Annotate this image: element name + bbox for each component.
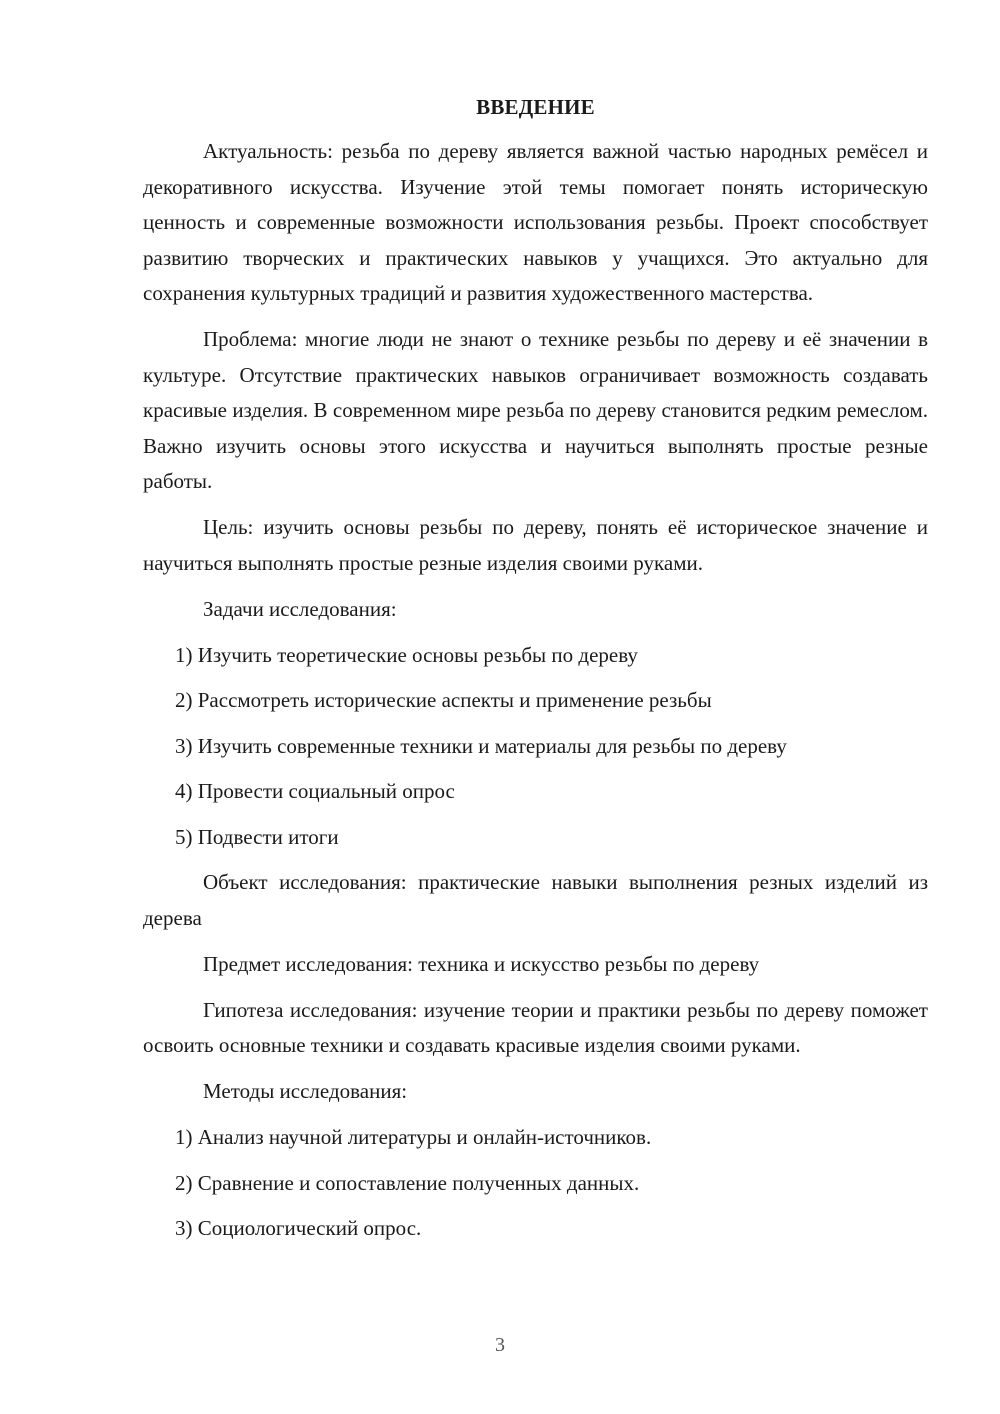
task-item-1: 1) Изучить теоретические основы резьбы по дереву xyxy=(175,642,638,667)
task-item-5: 5) Подвести итоги xyxy=(175,824,339,849)
method-item-1: 1) Анализ научной литературы и онлайн-источников. xyxy=(175,1125,652,1149)
tasks-heading: Задачи исследования: xyxy=(203,596,397,621)
task-item-4: 4) Провести социальный опрос xyxy=(175,779,455,803)
page-number: 3 xyxy=(495,1334,505,1356)
object-paragraph: Объект исследования: практические навыки выполнения резных изделий из дерева xyxy=(143,870,928,930)
method-item-3: 3) Социологический опрос. xyxy=(175,1216,422,1240)
document-page xyxy=(143,95,928,1257)
task-item-3: 3) Изучить современные техники и материалы для резьбы по дереву xyxy=(175,733,787,758)
problem-paragraph: Проблема: многие люди не знают о технике резьбы по дереву и её значении в культуре. Отсутствие практических навыков ограничивает возможность создавать красивые изделия. В современном мире резьба по дереву становится редким ремеслом. Важно изучить основы этого искусства и научиться выполнять простые резные работы. xyxy=(143,327,928,493)
page-title: ВВЕДЕНИЕ xyxy=(476,95,595,119)
goal-paragraph: Цель: изучить основы резьбы по дереву, понять её историческое значение и научиться выполнять простые резные изделия своими руками. xyxy=(143,515,928,575)
method-item-2: 2) Сравнение и сопоставление полученных данных. xyxy=(175,1170,640,1195)
subject-paragraph: Предмет исследования: техника и искусство резьбы по дереву xyxy=(203,951,760,976)
tasks-list xyxy=(143,638,928,856)
methods-heading: Методы исследования: xyxy=(203,1079,408,1103)
methods-list xyxy=(143,1120,928,1247)
task-item-2: 2) Рассмотреть исторические аспекты и применение резьбы xyxy=(175,688,712,712)
hypothesis-paragraph: Гипотеза исследования: изучение теории и практики резьбы по дереву поможет освоить основные техники и создавать красивые изделия своими руками. xyxy=(143,997,928,1057)
relevance-paragraph: Актуальность: резьба по дереву является важной частью народных ремёсел и декоративного искусства. Изучение этой темы помогает понять историческую ценность и современные возможности использования резьбы. Проект способствует развитию творческих и практических навыков у учащихся. Это актуально для сохранения культурных традиций и развития художественного мастерства. xyxy=(143,139,928,305)
